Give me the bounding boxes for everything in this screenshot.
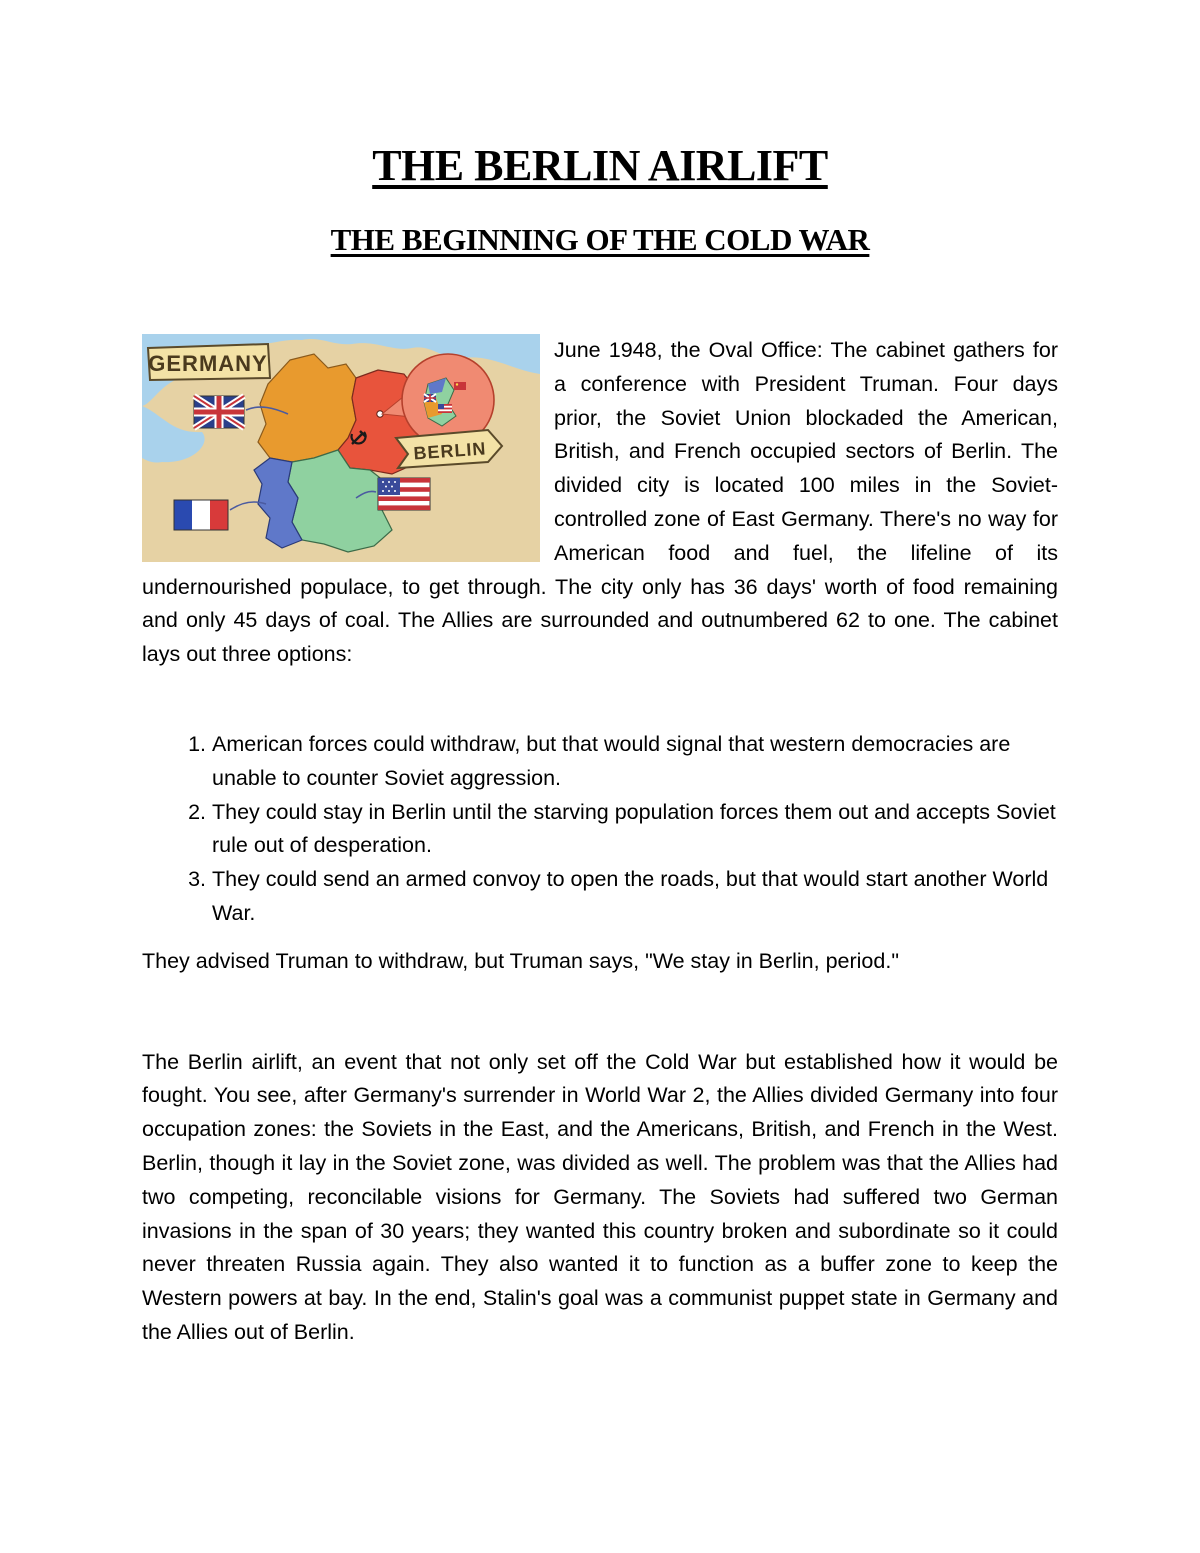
uk-flag-icon — [194, 396, 244, 428]
germany-zones-map — [142, 334, 540, 562]
inset-us-flag-icon — [438, 404, 452, 413]
option-item: 2. They could stay in Berlin until the starving population forces them out and accepts Soviet rule out of desperation. — [212, 796, 1058, 864]
truman-quote: They advised Truman to withdraw, but Truman says, "We stay in Berlin, period." — [142, 948, 899, 973]
us-flag-icon — [378, 478, 430, 510]
inset-soviet-flag-icon — [454, 382, 466, 390]
options-list — [142, 728, 1058, 931]
france-flag-icon — [174, 500, 228, 530]
germany-banner — [148, 344, 270, 380]
document-title: THE BERLIN AIRLIFT — [372, 141, 828, 190]
option-item: 1. American forces could withdraw, but that would signal that western democracies are unable to counter Soviet aggression. — [212, 728, 1058, 796]
document-subtitle: THE BEGINNING OF THE COLD WAR — [330, 222, 870, 257]
berlin-banner — [396, 430, 502, 468]
intro-paragraph: June 1948, the Oval Office: The cabinet gathers for a conference with President Truman. Four days prior, the Soviet Union blockaded the American, British, and French occupied sectors of Berlin. The divided city is located 100 miles in the Soviet-controlled zone of East Germany. There's no way for American food and fuel, the lifeline of its undernourished populace, to get through. The city only has 36 days' worth of food remaining and only 45 days of coal. The Allies are surrounded and outnumbered 62 to one. The cabinet lays out three options: — [142, 338, 1058, 667]
option-item: 3. They could send an armed convoy to open the roads, but that would start another World War. — [212, 863, 1058, 931]
inset-uk-flag-icon — [424, 394, 436, 402]
germany-label: GERMANY — [148, 351, 268, 376]
second-paragraph: The Berlin airlift, an event that not only set off the Cold War but established how it would be fought. You see, after Germany's surrender in World War 2, the Allies divided Germany into four occupation zones: the Soviets in the East, and the Americans, British, and French in the West. Berlin, though it lay in the Soviet zone, was divided as well. The problem was that the Allies had two competing, reconcilable visions for Germany. The Soviets had suffered two German invasions in the span of 30 years; they wanted this country broken and subordinate so it could never threaten Russia again. They also wanted it to function as a buffer zone to keep the Western powers at bay. In the end, Stalin's goal was a communist puppet state in Germany and the Allies out of Berlin. — [142, 1049, 1058, 1344]
berlin-label: BERLIN — [412, 438, 488, 464]
document-body — [142, 334, 1058, 1350]
